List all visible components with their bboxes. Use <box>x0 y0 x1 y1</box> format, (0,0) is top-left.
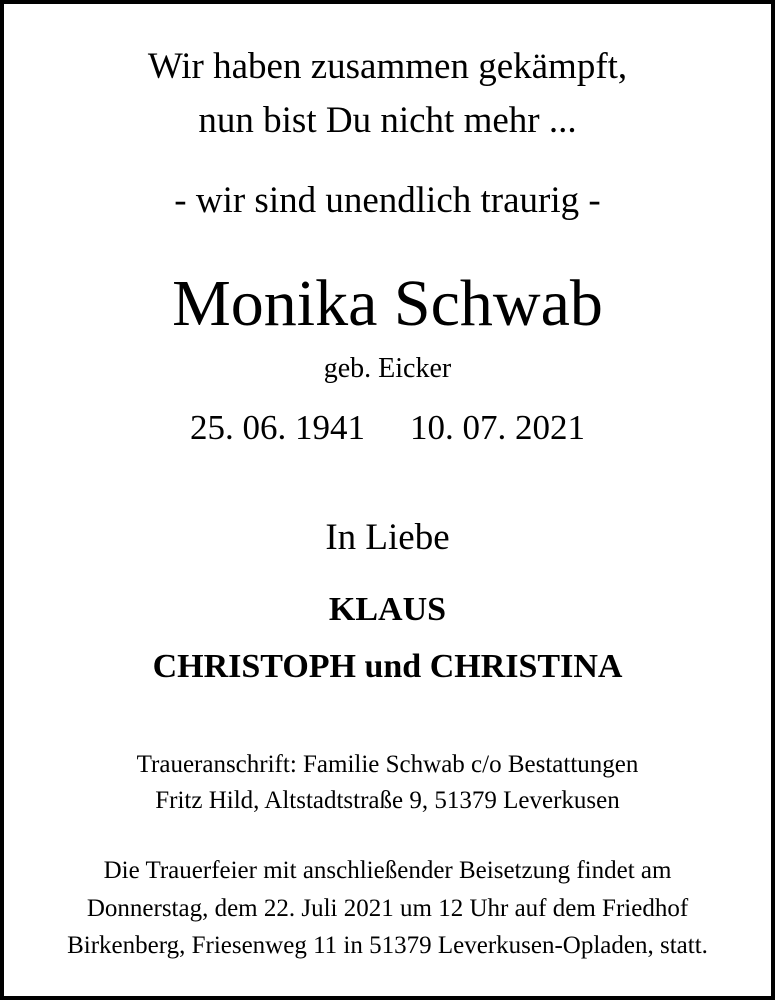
birth-date: 25. 06. 1941 <box>190 408 365 447</box>
mourning-address-line-2: Fritz Hild, Altstadtstraße 9, 51379 Leverkusen <box>155 787 620 814</box>
verse-line-2: nun bist Du nicht mehr ... <box>198 100 577 141</box>
mourner-line-1: KLAUS <box>328 591 447 628</box>
death-date: 10. 07. 2021 <box>410 408 585 447</box>
verse-line-3: - wir sind unendlich traurig - <box>174 180 601 221</box>
deceased-name: Monika Schwab <box>172 267 603 340</box>
mourning-address-line-1: Traueranschrift: Familie Schwab c/o Bestattungen <box>136 751 639 778</box>
mourner-line-2: CHRISTOPH und CHRISTINA <box>152 648 623 685</box>
life-dates <box>4 406 771 450</box>
mourners-intro: In Liebe <box>325 517 450 558</box>
verse-line-1: Wir haben zusammen gekämpft, <box>147 46 628 87</box>
funeral-service-line-1: Die Trauerfeier mit anschließender Beisetzung findet am <box>103 857 672 884</box>
funeral-service-line-3: Birkenberg, Friesenweg 11 in 51379 Leverkusen-Opladen, statt. <box>67 932 708 959</box>
maiden-name: geb. Eicker <box>323 353 452 384</box>
funeral-service-line-2: Donnerstag, dem 22. Juli 2021 um 12 Uhr auf dem Friedhof <box>86 895 689 922</box>
